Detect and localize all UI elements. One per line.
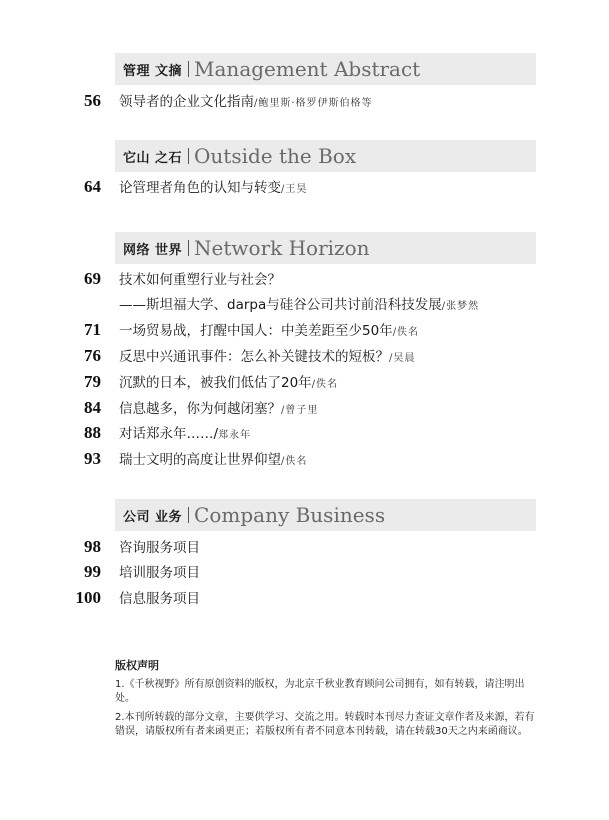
section-title-cn: 公司 业务 bbox=[123, 509, 183, 525]
entry-title: 信息越多，你为何越闭塞？ bbox=[119, 401, 281, 417]
entry-title: 信息服务项目 bbox=[119, 591, 200, 607]
divider bbox=[188, 507, 189, 523]
toc-entry[interactable] bbox=[0, 176, 609, 198]
section-title-cn: 管理 文摘 bbox=[123, 63, 183, 79]
entry-title: 反思中兴通讯事件：怎么补关键技术的短板？ bbox=[119, 349, 389, 365]
page-number: 69 bbox=[84, 269, 101, 288]
entry-author: /佚名 bbox=[392, 327, 420, 338]
page-number: 76 bbox=[84, 346, 101, 365]
toc-entry[interactable] bbox=[0, 587, 609, 609]
toc-entry[interactable] bbox=[0, 268, 609, 290]
entry-title: 对话郑永年……/ bbox=[119, 426, 219, 442]
section-header-network bbox=[115, 232, 536, 264]
entry-author: /王昊 bbox=[281, 184, 308, 195]
toc-entry[interactable] bbox=[0, 561, 609, 583]
divider bbox=[188, 61, 189, 77]
section-title-cn: 网络 世界 bbox=[123, 242, 183, 258]
page-number: 99 bbox=[84, 562, 101, 581]
copyright-paragraph-1: 1.《千秋视野》所有原创资料的版权，为北京千秋业教育顾问公司拥有，如有转载，请注明出处。 bbox=[115, 679, 525, 704]
toc-entry[interactable] bbox=[0, 319, 609, 341]
entry-author: /吴晨 bbox=[389, 353, 416, 364]
entry-title: ——斯坦福大学、darpa与硅谷公司共讨前沿科技发展 bbox=[119, 297, 442, 313]
entry-title: 沉默的日本，被我们低估了20年 bbox=[119, 375, 312, 391]
entry-title: 论管理者角色的认知与转变 bbox=[119, 180, 281, 196]
entry-title: 培训服务项目 bbox=[119, 565, 200, 581]
entry-title: 一场贸易战，打醒中国人：中美差距至少50年 bbox=[119, 323, 393, 339]
copyright-title: 版权声明 bbox=[115, 659, 159, 672]
section-title-en: Network Horizon bbox=[194, 236, 370, 260]
entry-title: 技术如何重塑行业与社会？ bbox=[119, 272, 281, 288]
page-number: 93 bbox=[84, 449, 101, 468]
section-title-en: Company Business bbox=[194, 503, 386, 527]
toc-entry[interactable] bbox=[0, 536, 609, 558]
section-header-outside bbox=[115, 140, 536, 172]
page-number: 88 bbox=[84, 423, 101, 442]
section-header-company bbox=[115, 499, 536, 531]
entry-title: 瑞士文明的高度让世界仰望 bbox=[119, 452, 281, 468]
toc-entry[interactable] bbox=[0, 90, 609, 112]
page-number: 84 bbox=[84, 398, 101, 417]
page-number: 100 bbox=[75, 588, 101, 607]
section-title-en: Management Abstract bbox=[194, 57, 421, 81]
entry-author: /佚名 bbox=[281, 456, 308, 467]
entry-author: /佚名 bbox=[311, 379, 339, 390]
toc-entry[interactable] bbox=[0, 448, 609, 470]
entry-author: /张梦然 bbox=[441, 301, 480, 312]
entry-author: /鲍里斯·格罗伊斯伯格等 bbox=[254, 98, 373, 109]
section-header-management bbox=[115, 53, 536, 85]
toc-entry-subtitle[interactable] bbox=[0, 293, 609, 315]
page-number: 98 bbox=[84, 537, 101, 556]
divider bbox=[188, 148, 189, 164]
toc-entry[interactable] bbox=[0, 397, 609, 419]
page-number: 71 bbox=[84, 320, 101, 339]
entry-title: 领导者的企业文化指南 bbox=[119, 94, 254, 110]
toc-entry[interactable] bbox=[0, 345, 609, 367]
page-number: 64 bbox=[84, 177, 101, 196]
entry-title: 咨询服务项目 bbox=[119, 540, 200, 556]
copyright-paragraph-2: 2.本刊所转载的部分文章，主要供学习、交流之用。转载时本刊尽力查证文章作者及来源，若有错误，请版权所有者来函更正；若版权所有者不同意本刊转载，请在转载30天之内来函商议。 bbox=[115, 712, 535, 737]
section-title-cn: 它山 之石 bbox=[123, 150, 183, 166]
section-title-en: Outside the Box bbox=[194, 144, 357, 168]
entry-author: 郑永年 bbox=[218, 430, 252, 441]
divider bbox=[188, 240, 189, 256]
toc-entry[interactable] bbox=[0, 371, 609, 393]
entry-author: /曾子里 bbox=[281, 405, 319, 416]
page-number: 56 bbox=[84, 91, 101, 110]
page-number: 79 bbox=[84, 372, 101, 391]
toc-entry[interactable] bbox=[0, 422, 609, 444]
